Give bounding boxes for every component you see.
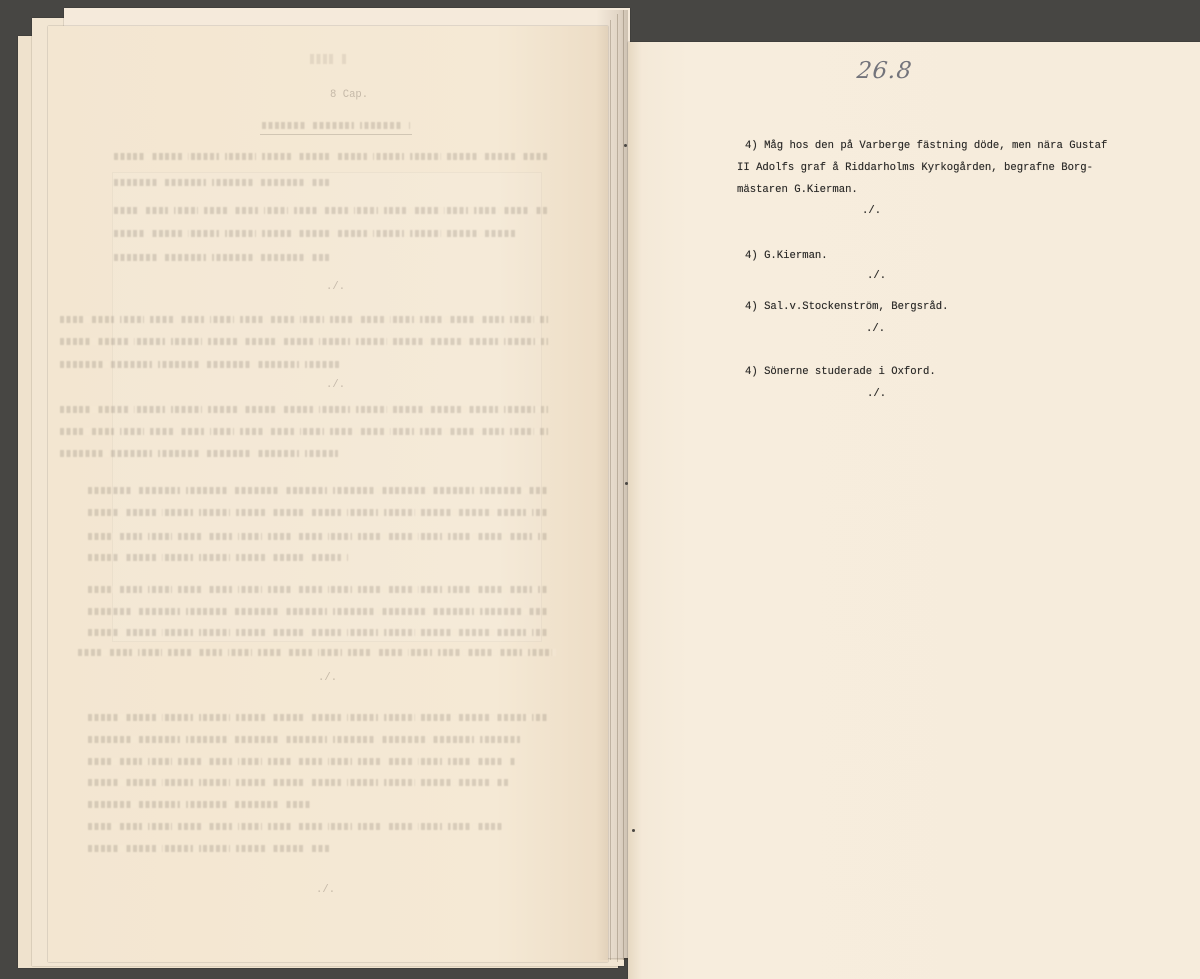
chapter-heading: 8 Cap. [330,89,369,101]
illegible-text-line [60,338,548,345]
note-line: 4) Sönerne studerade i Oxford. [745,366,936,378]
illegible-text-line [88,779,510,786]
illegible-text-line [88,845,330,852]
illegible-text-line [114,153,548,160]
illegible-text-line [60,406,548,413]
section-end-mark: ./. [318,672,338,684]
illegible-text-line [88,629,548,636]
illegible-text-line [60,428,548,435]
illegible-text-line [60,450,338,457]
spine-shadow [596,10,628,960]
illegible-text-line [88,758,515,765]
right-page [628,42,1200,979]
binding-hole-mark [625,482,628,485]
binding-hole-mark [632,829,635,832]
note-end-mark: ./. [862,205,882,217]
note-line: 4) G.Kierman. [745,250,828,262]
illegible-text-line [114,207,548,214]
section-end-mark: ./. [316,884,336,896]
section-end-mark: ./. [326,281,346,293]
illegible-text-line [88,554,350,561]
illegible-text-line [88,736,520,743]
note-line: 4) Måg hos den på Varberge fästning döde, men nära Gustaf [745,140,1108,152]
illegible-text-line [114,254,330,261]
illegible-text-line [114,179,330,186]
illegible-text-line [114,230,518,237]
illegible-text-line [88,509,548,516]
note-line: mästaren G.Kierman. [737,184,858,196]
section-end-mark: ./. [326,379,346,391]
left-page [48,26,608,962]
binding-hole-mark [624,144,627,147]
illegible-text-line [78,649,556,656]
illegible-heading [262,122,410,129]
illegible-text-line [88,608,548,615]
faint-handwritten-mark [310,54,346,64]
illegible-text-line [88,823,505,830]
illegible-text-line [88,801,310,808]
note-end-mark: ./. [866,323,886,335]
illegible-text-line [60,316,548,323]
note-line: II Adolfs graf å Riddarholms Kyrkogården, begrafne Borg- [737,162,1094,174]
illegible-text-line [88,533,548,540]
illegible-text-line [88,714,548,721]
illegible-text-line [88,487,548,494]
illegible-text-line [60,361,340,368]
note-end-mark: ./. [867,388,887,400]
page-number-handwritten: 26.8 [855,58,914,84]
illegible-text-line [88,586,548,593]
note-line: 4) Sal.v.Stockenström, Bergsråd. [745,301,949,313]
note-end-mark: ./. [867,270,887,282]
heading-underline [260,134,412,135]
